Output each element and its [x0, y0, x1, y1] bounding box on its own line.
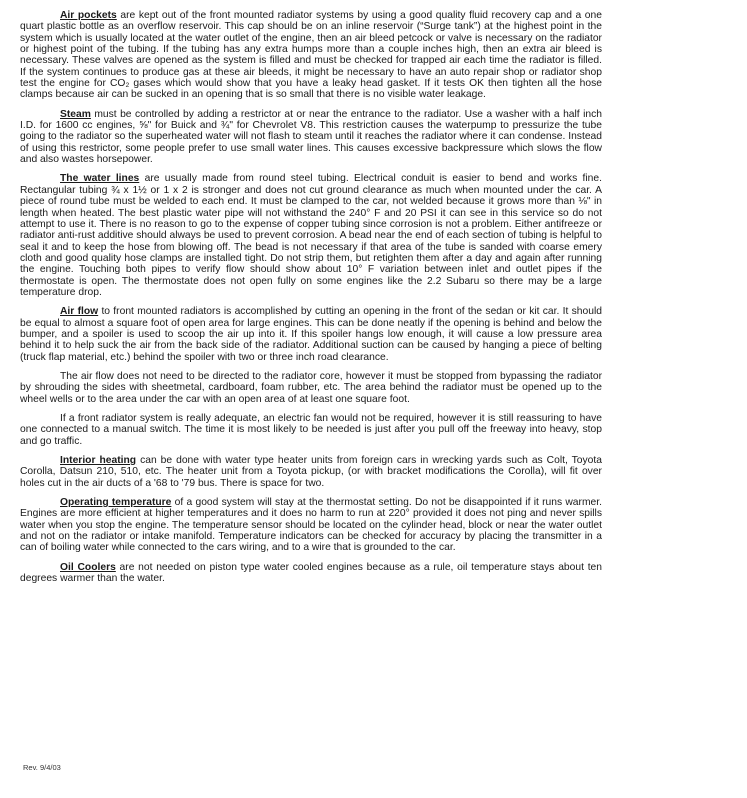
paragraph-water-lines — [20, 173, 602, 298]
paragraph-text: must be controlled by adding a restrictor at or near the entrance to the radiator. Use a washer with a half inch I.D. for 1600 cc engines, ⅝" for Buick and ¾" for Chevrolet V8. This restriction causes the waterpump to pressurize the tube going to the radiator so the superheated water will not flash to steam until it reaches the radiator where it can condense. Instead of using this restrictor, some people prefer to use small water lines. This causes excessive backpressure which slows the flow and also wastes horsepower. — [20, 108, 602, 166]
revision-date: Rev. 9/4/03 — [23, 763, 61, 772]
paragraph-air-pockets — [20, 10, 602, 101]
paragraph-text: are not needed on piston type water cooled engines because as a rule, oil temperature stays about ten degrees warmer than the water. — [20, 561, 603, 585]
paragraph-oil-coolers — [20, 562, 602, 585]
paragraph-text: are usually made from round steel tubing. Electrical conduit is easier to bend and works fine. Rectangular tubing ¾ x 1½ or 1 x 2 is stronger and does not cut ground clearance as much when mounted under the car. A piece of round tube must be welded to each end. It must be clamped to the car, not welded because it grows more than ⅛" in length when heated. The best plastic water pipe will not withstand the 240° F and 20 PSI it can see in this service so do not attempt to use it. There is no reason to go to the expense of copper tubing since corrosion is not a problem. Either antifreeze or radiator anti-rust additive should always be used to prevent corrosion. A bead near the end of each section of tubing is helpful to seal it and to keep the hose from blowing off. The bead is not necessary if that area of the tube is sanded with coarse emery cloth and good quality hose clamps are installed tight. Do not strip them, but retighten them after a day and again after running the engine. Touching both pipes to verify flow should show about 10° F variation between inlet and outlet pipes if the thermostate is open. The thermostate does not open fully on some engines like the 2.2 Subaru so there may be a large temperature drop. — [20, 173, 602, 298]
paragraph-text: can be done with water type heater units from foreign cars in wrecking yards such as Colt, Toyota Corolla, Datsun 210, 510, etc. The heater unit from a Toyota pickup, (or with bracket modifications the Corolla), will fit over holes cut in the air ducts of a '68 to '79 bus. There is space for two. — [20, 455, 602, 489]
paragraph-air-flow-shrouding — [20, 371, 602, 405]
paragraph-operating-temperature — [20, 497, 602, 554]
heading-steam: Steam — [60, 108, 91, 120]
paragraph-air-flow — [20, 306, 602, 363]
heading-air-pockets: Air pockets — [60, 10, 117, 21]
paragraph-text: The air flow does not need to be directed to the radiator core, however it must be stopped from bypassing the radiator by shrouding the sides with sheetmetal, cardboard, foam rubber, etc. The area behind the radiator must be opened up to the wheel wells or to the area under the car with an open area of at least one square foot. — [20, 370, 602, 405]
heading-water-lines: The water lines — [60, 173, 140, 185]
document-page — [20, 10, 602, 592]
heading-interior-heating: Interior heating — [60, 455, 137, 467]
heading-operating-temperature: Operating temperature — [60, 497, 172, 509]
paragraph-text: to front mounted radiators is accomplished by cutting an opening in the front of the sedan or kit car. It should be equal to almost a square foot of open area for large engines. This can be done neatly if the opening is behind and below the bumper, and a spoiler is used to scoop the air up into it. If this spoiler hangs low enough, it will cause a low pressure area behind it to help suck the air from the back side of the radiator. Additional suction can be caused by hanging a piece of belting (truck flap material, etc.) behind the spoiler with two or three inch road clearance. — [20, 306, 602, 363]
paragraph-interior-heating — [20, 455, 602, 489]
paragraph-steam — [20, 109, 602, 166]
paragraph-text: are kept out of the front mounted radiator systems by using a good quality fluid recovery cap and a one quart plastic bottle as an overflow reservoir. This cap should be on an inline reservoir (“Surge tank”) at the highest point in the system which is usually located at the water outlet of the engine, then an air bleed petcock or valve is necessary on the radiator or highest point of the tubing. If the tubing has any extra humps more than a couple inches high, then an extra air bleed is necessary. These valves are opened as the system is filled and must be checked for trapped air each time the radiator is filled. If the system continues to produce gas at these air bleeds, it might be necessary to have an auto repair shop or radiator shop test the engine for CO₂ gases which would show that you have a leaky head gasket. If it tests OK then tighten all the hose clamps because air can be sucked in an opening that is so small that there is no visible water leakage. — [20, 10, 602, 101]
heading-air-flow: Air flow — [60, 306, 99, 318]
paragraph-text: If a front radiator system is really adequate, an electric fan would not be required, however it is still reassuring to have one connected to a manual switch. The time it is most likely to be needed is just after you pull off the freeway into heavy, stop and go traffic. — [20, 413, 602, 447]
heading-oil-coolers: Oil Coolers — [60, 561, 116, 573]
paragraph-electric-fan — [20, 413, 602, 447]
paragraph-text: of a good system will stay at the thermostat setting. Do not be disappointed if it runs warmer. Engines are more efficient at higher temperatures and it does no harm to run at 220° provided it does not ping and never spills water when you stop the engine. The temperature sensor should be located on the cylinder head, block or near the water outlet and not on the radiator or intake manifold. Temperature indicators can be checked for accuracy by placing the transmitter in a can of boiling water while connected to the cars wiring, and to a wire that is grounded to the car. — [20, 497, 602, 554]
